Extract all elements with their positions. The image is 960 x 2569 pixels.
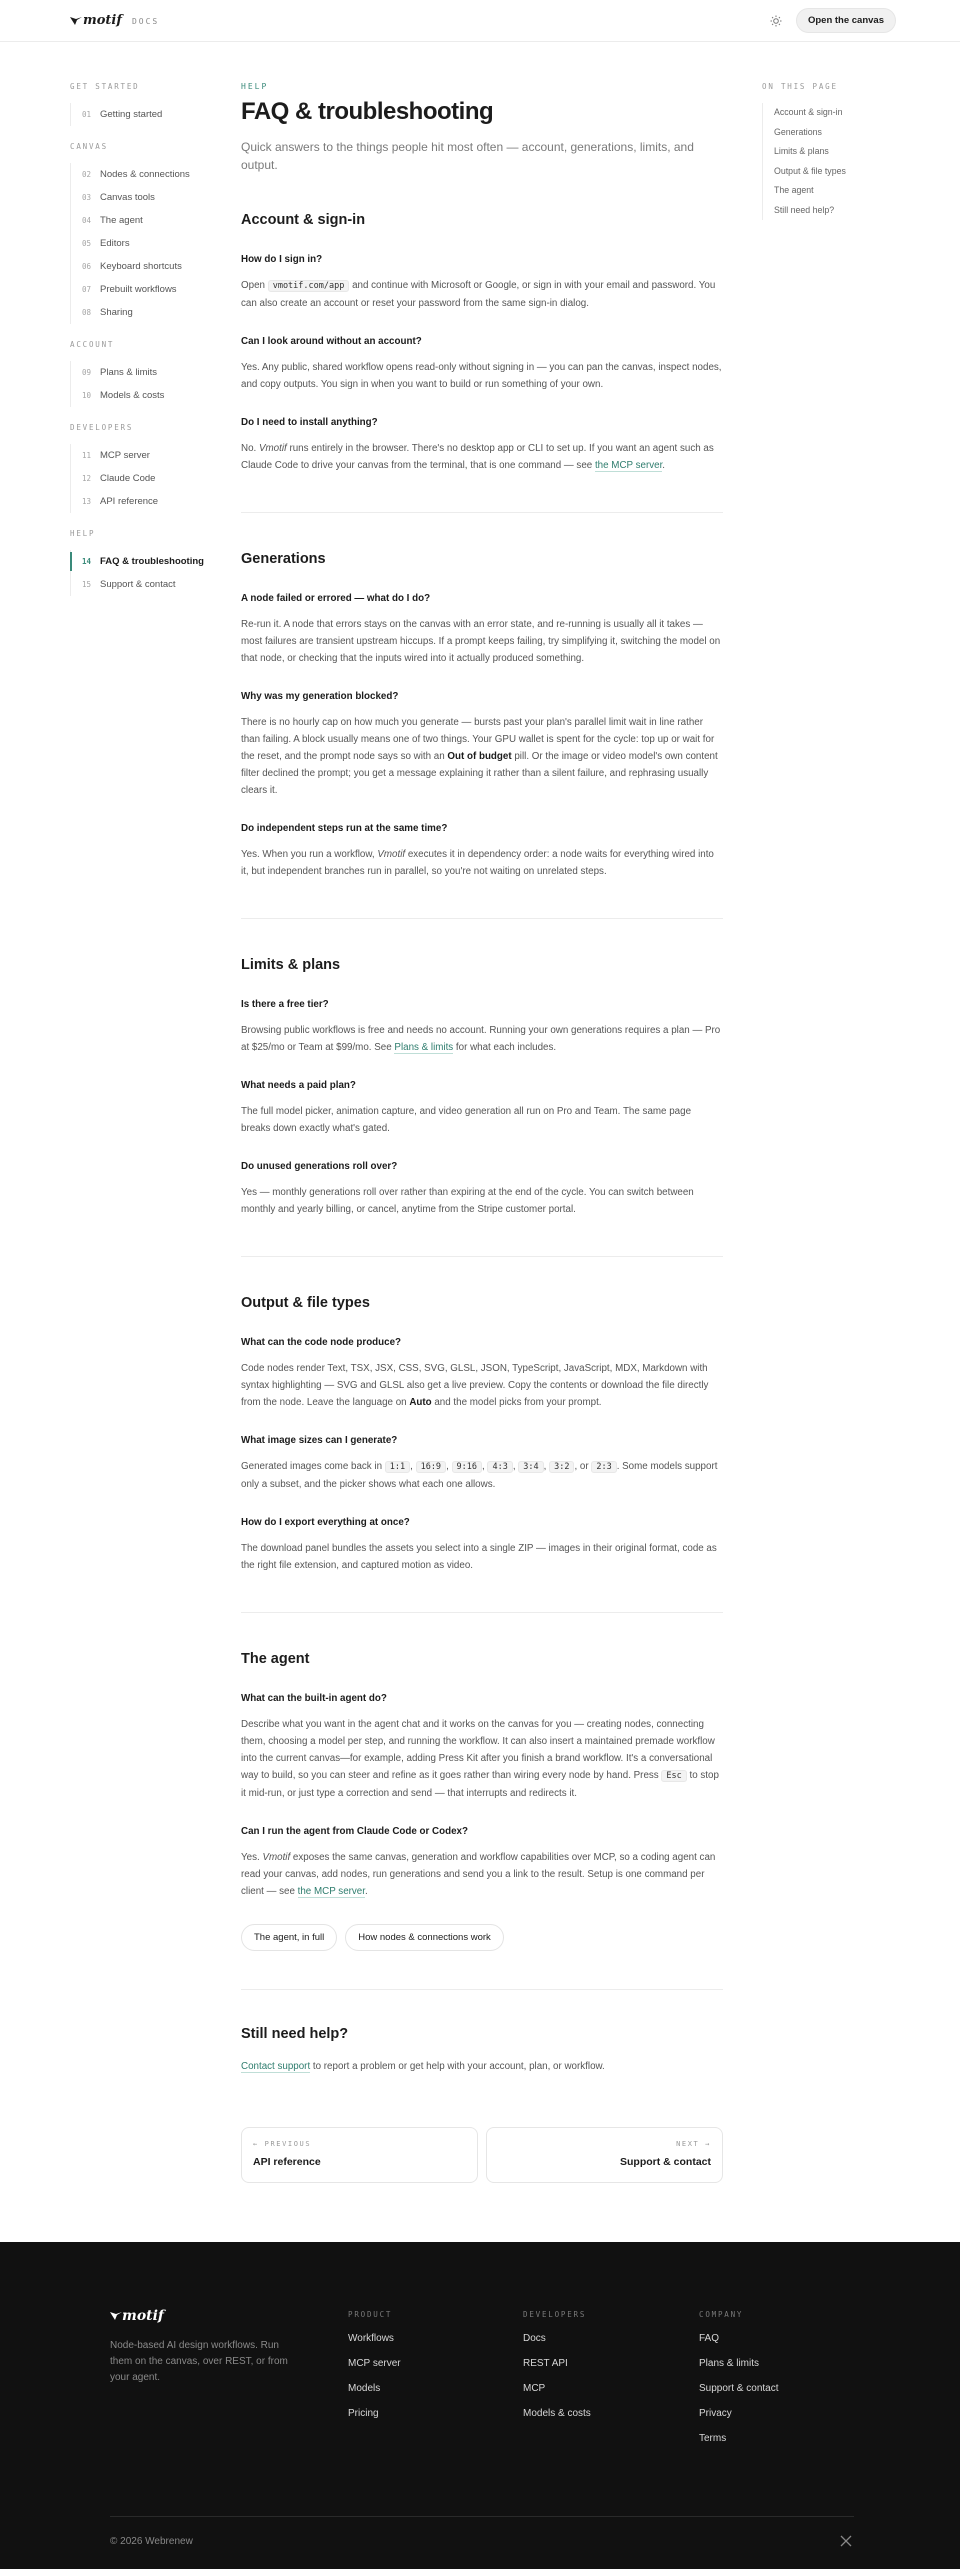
sidebar-item-the-agent[interactable] bbox=[71, 209, 220, 232]
sidebar-item-label: Editors bbox=[100, 238, 130, 249]
sidebar-item-number: 04 bbox=[82, 216, 92, 225]
sidebar-list bbox=[70, 444, 220, 513]
faq-question: What needs a paid plan? bbox=[241, 1080, 356, 1091]
agent-guide-pill[interactable]: The agent, in full bbox=[241, 1924, 337, 1951]
sidebar-item-number: 13 bbox=[82, 497, 92, 506]
section-help bbox=[241, 1990, 723, 2127]
footer-logo[interactable] bbox=[110, 2308, 300, 2324]
section-title: The agent bbox=[241, 1651, 310, 1667]
footer-divider bbox=[110, 2516, 854, 2517]
brand-mention: Vmotif bbox=[262, 1852, 291, 1863]
toc-item[interactable]: Account & sign-in bbox=[774, 107, 843, 117]
section-title: Output & file types bbox=[241, 1295, 370, 1311]
footer-link[interactable]: FAQ bbox=[699, 2333, 720, 2344]
answer-text: and continue with Microsoft or Google, or sign in with your email and password. You can also create an account or reset your password from the same sign-in dialog. bbox=[241, 280, 716, 309]
sidebar-item-nodes-connections[interactable] bbox=[71, 163, 220, 186]
section-title: Generations bbox=[241, 551, 326, 567]
sidebar-group-title: HELP bbox=[70, 529, 96, 538]
emphasis: Auto bbox=[409, 1397, 432, 1408]
sidebar-group-title: CANVAS bbox=[70, 142, 108, 151]
sidebar-item-label: Plans & limits bbox=[100, 367, 158, 378]
faq-answer bbox=[241, 1022, 723, 1056]
sidebar-item-label: Claude Code bbox=[100, 473, 156, 484]
sidebar-group bbox=[70, 423, 220, 513]
next-page-link[interactable] bbox=[486, 2127, 723, 2183]
brand[interactable] bbox=[70, 13, 159, 28]
toc-item[interactable]: The agent bbox=[774, 185, 814, 195]
page-title: FAQ & troubleshooting bbox=[241, 98, 494, 125]
sidebar-item-label: Sharing bbox=[100, 307, 133, 318]
answer-text: . Some models support only a subset, and the picker shows what each one allows. bbox=[241, 1461, 718, 1490]
toc-item[interactable]: Limits & plans bbox=[774, 146, 829, 156]
sidebar-list bbox=[70, 163, 220, 324]
ratio-code: 1:1 bbox=[385, 1461, 410, 1473]
section-title: Still need help? bbox=[241, 2026, 349, 2042]
sidebar-item-label: Keyboard shortcuts bbox=[100, 261, 182, 272]
on-this-page bbox=[762, 82, 902, 220]
sidebar-item-number: 15 bbox=[82, 580, 92, 589]
faq-question: Why was my generation blocked? bbox=[241, 691, 399, 702]
sidebar-item-keyboard-shortcuts[interactable] bbox=[71, 255, 220, 278]
brand-name: motif bbox=[83, 13, 122, 28]
answer-text: exposes the same canvas, generation and workflow capabilities over MCP, so a coding agent can read your canvas, add nodes, run generations and send you a link to the result. Setup is one command per client — see bbox=[241, 1852, 716, 1897]
page-lead: Quick answers to the things people hit most often — account, generations, limits, and output. bbox=[241, 140, 694, 172]
faq-answer bbox=[241, 1360, 723, 1411]
answer-text: There is no hourly cap on how much you generate — bursts past your plan's parallel limit wait in line rather than failing. A block usually means one of two things. Your GPU wallet is spent for the cycle: top up or wait for the reset, and the prompt node says so with an bbox=[241, 717, 715, 762]
sidebar-group-title: ACCOUNT bbox=[70, 340, 115, 349]
faq-answer: Generated images come back in 1:1 , 16:9 , 9:16 , 4:3 , 3:4 , 3:2 , or 2:3 . Some models support only a subset, and the picker shows what each one allows. bbox=[241, 1461, 718, 1490]
faq-answer bbox=[241, 440, 723, 474]
sidebar-item-plans-limits[interactable] bbox=[71, 361, 220, 384]
ratio-code: 9:16 bbox=[452, 1461, 482, 1473]
mcp-server-link[interactable]: the MCP server bbox=[594, 460, 663, 471]
toc-list bbox=[762, 103, 902, 220]
sidebar-item-number: 08 bbox=[82, 308, 92, 317]
sidebar-item-label: Nodes & connections bbox=[100, 169, 190, 180]
mcp-server-link[interactable]: the MCP server bbox=[297, 1886, 365, 1897]
sidebar-group bbox=[70, 142, 220, 324]
pager-direction: NEXT → bbox=[676, 2140, 711, 2148]
open-canvas-button[interactable]: Open the canvas bbox=[796, 8, 896, 33]
sidebar-item-number: 07 bbox=[82, 285, 92, 294]
toc-item[interactable]: Still need help? bbox=[774, 204, 835, 215]
sidebar-item-label: Support & contact bbox=[100, 579, 176, 590]
page-pager bbox=[241, 2127, 723, 2183]
emphasis: Out of budget bbox=[447, 751, 512, 762]
sidebar-list bbox=[70, 550, 220, 596]
faq-question: Do independent steps run at the same time? bbox=[241, 823, 448, 834]
logo-mark-icon bbox=[70, 16, 82, 26]
sidebar-item-label: Prebuilt workflows bbox=[100, 284, 177, 295]
sidebar-item-number: 14 bbox=[82, 557, 92, 566]
sidebar-item-number: 06 bbox=[82, 262, 92, 271]
faq-answer: The download panel bundles the assets you select into a single ZIP — images in their original format, code as the right file extension, and captured motion as video. bbox=[241, 1543, 717, 1571]
answer-text: Open bbox=[241, 280, 268, 291]
faq-answer bbox=[241, 714, 723, 799]
sidebar-list bbox=[70, 361, 220, 407]
logo-mark-icon bbox=[110, 2311, 122, 2321]
answer-text: Code nodes render Text, TSX, JSX, CSS, SVG, GLSL, JSON, TypeScript, JavaScript, MDX, Markdown with syntax highlighting — SVG and GLSL also get a live preview. Copy the contents or download the file directly from the node. Leave the language on bbox=[241, 1363, 709, 1408]
sidebar-item-label: Getting started bbox=[100, 109, 163, 120]
section-account bbox=[241, 174, 723, 513]
section-limits bbox=[241, 919, 723, 1257]
help-text bbox=[241, 2058, 723, 2075]
footer-link[interactable]: Pricing bbox=[348, 2408, 379, 2419]
answer-text: Describe what you want in the agent chat and it works on the canvas for you — creating nodes, connecting them, choosing a model per step, and running the workflow. It can also insert a maintained premade workflow into the current canvas—for example, adding Press Kit after you finish a brand workflow. It's a conversational way to build, so you can steer and refine as it goes rather than wiring every node by hand. Press bbox=[241, 1719, 715, 1781]
footer-link[interactable]: MCP server bbox=[348, 2358, 401, 2369]
x-icon[interactable] bbox=[840, 2534, 854, 2548]
sidebar-item-canvas-tools[interactable] bbox=[71, 186, 220, 209]
faq-question: How do I export everything at once? bbox=[241, 1517, 410, 1528]
copyright: © 2026 Webrenew bbox=[110, 2536, 193, 2547]
sidebar-item-sharing[interactable] bbox=[71, 301, 220, 324]
section-title: Limits & plans bbox=[241, 957, 341, 973]
ratio-code: 2:3 bbox=[591, 1461, 616, 1473]
footer-column bbox=[699, 2310, 859, 2458]
sidebar-item-api-reference[interactable] bbox=[71, 490, 220, 513]
sidebar-item-claude-code[interactable] bbox=[71, 467, 220, 490]
answer-text: . bbox=[662, 460, 666, 471]
answer-text: No. bbox=[241, 443, 259, 454]
footer-link[interactable]: MCP bbox=[523, 2383, 546, 2394]
faq-question: Can I look around without an account? bbox=[241, 336, 422, 347]
footer-link[interactable]: Workflows bbox=[348, 2333, 394, 2344]
faq-question: What can the code node produce? bbox=[241, 1337, 402, 1348]
ratio-code: 4:3 bbox=[487, 1461, 512, 1473]
sidebar-item-number: 11 bbox=[82, 451, 92, 460]
faq-answer bbox=[241, 1716, 723, 1802]
ratio-code: 3:2 bbox=[549, 1461, 574, 1473]
faq-question: How do I sign in? bbox=[241, 254, 323, 265]
previous-page-link[interactable] bbox=[241, 2127, 478, 2183]
footer-link[interactable]: Plans & limits bbox=[699, 2358, 760, 2369]
faq-answer bbox=[241, 277, 723, 312]
faq-question: Do I need to install anything? bbox=[241, 417, 378, 428]
section-agent bbox=[241, 1613, 723, 1990]
faq-answer: Yes. Any public, shared workflow opens read-only without signing in — you can pan the canvas, inspect nodes, and copy outputs. You sign in when you want to build or run something of your own. bbox=[241, 362, 722, 390]
answer-text: Browsing public workflows is free and needs no account. Running your own generations requires a plan — Pro at $25/mo or Team at $99/mo. See bbox=[241, 1025, 721, 1053]
answer-text: runs entirely in the browser. There's no desktop app or CLI to set up. If you want an agent such as Claude Code to drive your canvas from the terminal, that is one command — see bbox=[241, 443, 714, 471]
answer-text: executes it in dependency order: a node waits for everything wired into it, but independent branches run in parallel, so you're not waiting on unrelated steps. bbox=[241, 849, 714, 877]
toc-item[interactable]: Output & file types bbox=[774, 165, 846, 176]
sidebar-item-faq-troubleshooting[interactable] bbox=[71, 550, 220, 573]
answer-text: Yes. bbox=[241, 1852, 263, 1863]
sidebar-item-mcp-server[interactable] bbox=[71, 444, 220, 467]
site-footer bbox=[0, 2242, 960, 2569]
answer-text: Yes. When you run a workflow, bbox=[241, 849, 378, 860]
sidebar-item-number: 03 bbox=[82, 193, 92, 202]
pager-direction: ← PREVIOUS bbox=[253, 2140, 312, 2148]
sidebar-group bbox=[70, 82, 220, 126]
sidebar-group bbox=[70, 529, 220, 596]
sidebar-item-label: FAQ & troubleshooting bbox=[100, 556, 204, 567]
footer-column-title: COMPANY bbox=[699, 2310, 744, 2319]
footer-link[interactable]: REST API bbox=[523, 2358, 568, 2369]
sun-icon[interactable] bbox=[766, 11, 786, 31]
faq-question: Is there a free tier? bbox=[241, 999, 329, 1010]
url-code: vmotif.com/app bbox=[268, 280, 350, 292]
footer-link[interactable]: Support & contact bbox=[699, 2383, 779, 2394]
footer-link[interactable]: Models & costs bbox=[523, 2408, 591, 2419]
sidebar-item-getting-started[interactable] bbox=[71, 103, 220, 126]
esc-key-code: Esc bbox=[661, 1770, 686, 1782]
toc-item[interactable]: Generations bbox=[774, 126, 822, 137]
page-kicker: HELP bbox=[241, 82, 269, 91]
answer-text: Generated images come back in bbox=[241, 1461, 385, 1472]
top-navbar bbox=[0, 0, 960, 42]
faq-answer bbox=[241, 1849, 723, 1900]
sidebar-group-title: DEVELOPERS bbox=[70, 423, 134, 432]
sidebar-item-editors[interactable] bbox=[71, 232, 220, 255]
answer-text: . bbox=[364, 1886, 368, 1897]
faq-answer bbox=[241, 846, 723, 880]
pager-label: API reference bbox=[253, 2156, 321, 2168]
sidebar-item-prebuilt-workflows[interactable] bbox=[71, 278, 220, 301]
faq-question: Can I run the agent from Claude Code or Codex? bbox=[241, 1826, 468, 1837]
footer-link[interactable]: Models bbox=[348, 2383, 381, 2394]
section-generations bbox=[241, 513, 723, 919]
brand-name: motif bbox=[122, 2308, 164, 2324]
footer-column-title: DEVELOPERS bbox=[523, 2310, 587, 2319]
section-title: Account & sign-in bbox=[241, 212, 366, 228]
sidebar-item-number: 10 bbox=[82, 391, 92, 400]
sidebar-item-number: 12 bbox=[82, 474, 92, 483]
sidebar-item-number: 05 bbox=[82, 239, 92, 248]
sidebar-group bbox=[70, 340, 220, 407]
ratio-code: 3:4 bbox=[518, 1461, 543, 1473]
sidebar-item-label: API reference bbox=[100, 496, 159, 507]
ratio-code: 16:9 bbox=[416, 1461, 446, 1473]
sidebar-item-label: The agent bbox=[100, 215, 143, 226]
sidebar-item-label: Models & costs bbox=[100, 390, 165, 401]
docs-tag: DOCS bbox=[131, 17, 160, 26]
answer-text: and the model picks from your prompt. bbox=[431, 1397, 602, 1408]
footer-link[interactable]: Terms bbox=[699, 2433, 727, 2444]
pager-label: Support & contact bbox=[620, 2156, 711, 2168]
sidebar-group-title: GET STARTED bbox=[70, 82, 140, 91]
nodes-guide-pill[interactable]: How nodes & connections work bbox=[345, 1924, 504, 1951]
faq-question: Do unused generations roll over? bbox=[241, 1161, 398, 1172]
footer-link[interactable]: Docs bbox=[523, 2333, 546, 2344]
footer-brand bbox=[110, 2308, 300, 2386]
footer-column-title: PRODUCT bbox=[348, 2310, 393, 2319]
sidebar-list bbox=[70, 103, 220, 126]
logo[interactable] bbox=[70, 13, 122, 28]
contact-support-link[interactable]: Contact support bbox=[241, 2061, 311, 2072]
docs-sidebar bbox=[70, 82, 220, 612]
sidebar-item-number: 01 bbox=[82, 110, 92, 119]
answer-text: for what each includes. bbox=[453, 1042, 557, 1053]
related-links bbox=[241, 1924, 723, 1951]
toc-title: ON THIS PAGE bbox=[762, 82, 838, 91]
footer-column bbox=[523, 2310, 683, 2433]
faq-question: What image sizes can I generate? bbox=[241, 1435, 398, 1446]
sidebar-item-number: 09 bbox=[82, 368, 92, 377]
answer-text: to stop it mid-run, or just type a correction and send — that interrupts and redirects it. bbox=[241, 1770, 719, 1799]
sidebar-item-label: Canvas tools bbox=[100, 192, 155, 203]
answer-text: to report a problem or get help with your account, plan, or workflow. bbox=[310, 2061, 605, 2072]
footer-column bbox=[348, 2310, 508, 2433]
footer-link[interactable]: Privacy bbox=[699, 2408, 732, 2419]
footer-tagline: Node-based AI design workflows. Run them on the canvas, over REST, or from your agent. bbox=[110, 2340, 288, 2383]
answer-text: pill. Or the image or video model's own content filter declined the prompt; you get a message explaining it rather than a silent failure, and rephrasing usually clears it. bbox=[241, 751, 718, 796]
sidebar-item-support-contact[interactable] bbox=[71, 573, 220, 596]
faq-question: A node failed or errored — what do I do? bbox=[241, 593, 431, 604]
sidebar-item-models-costs[interactable] bbox=[71, 384, 220, 407]
faq-question: What can the built-in agent do? bbox=[241, 1693, 387, 1704]
faq-answer: Re-run it. A node that errors stays on the canvas with an error state, and re-running is usually all it takes — most failures are transient upstream hiccups. If a prompt keeps failing, try simplifying it, switching the model on that node, or checking that the inputs wired into it actually produced something. bbox=[241, 619, 721, 664]
plans-limits-link[interactable]: Plans & limits bbox=[394, 1042, 454, 1053]
brand-mention: Vmotif bbox=[258, 443, 287, 454]
sidebar-item-number: 02 bbox=[82, 170, 92, 179]
faq-answer: Yes — monthly generations roll over rather than expiring at the end of the cycle. You can switch between monthly and yearly billing, or cancel, anytime from the Stripe customer portal. bbox=[241, 1187, 694, 1215]
section-output bbox=[241, 1257, 723, 1613]
main-content bbox=[241, 82, 723, 2183]
sidebar-item-label: MCP server bbox=[100, 450, 150, 461]
faq-answer: The full model picker, animation capture, and video generation all run on Pro and Team. The same page breaks down exactly what's gated. bbox=[241, 1106, 692, 1134]
brand-mention: Vmotif bbox=[377, 849, 406, 860]
docs-layout bbox=[0, 42, 960, 2242]
